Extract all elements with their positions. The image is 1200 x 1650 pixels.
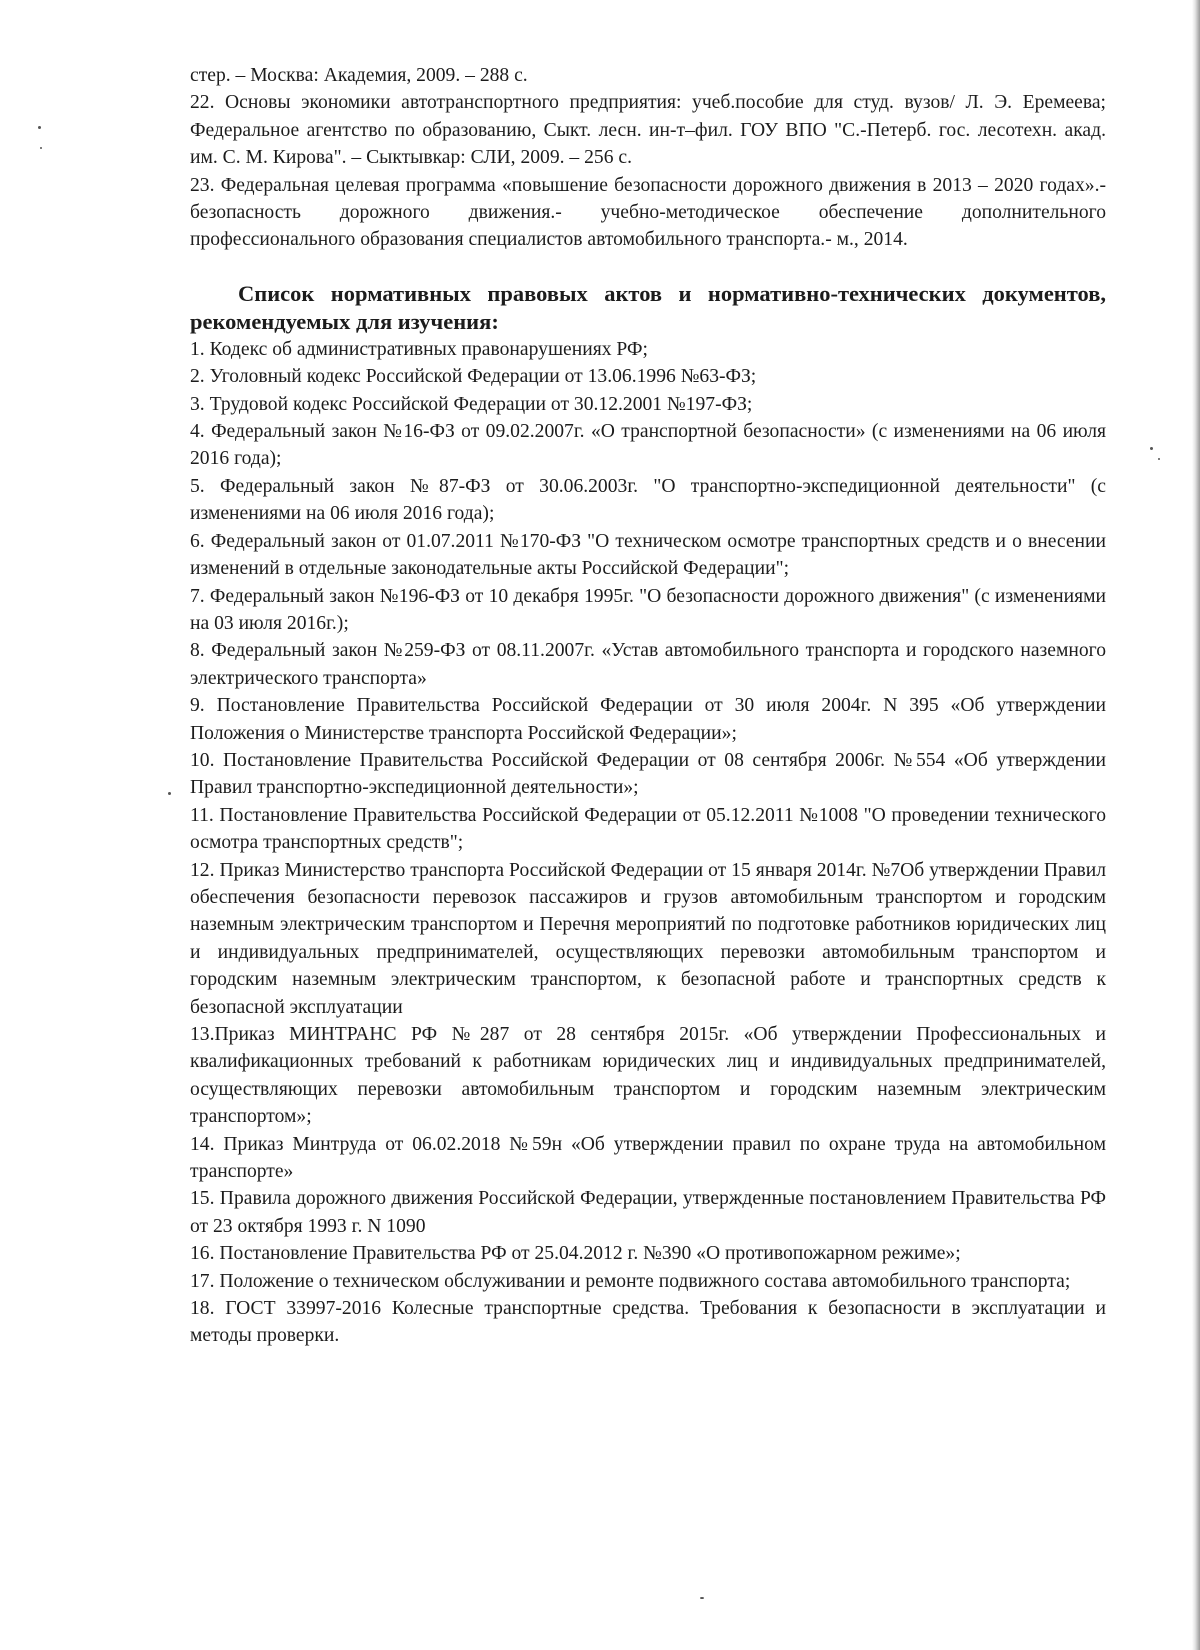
scan-speck: [40, 147, 42, 149]
reference-item: 22. Основы экономики автотранспортного предприятия: учеб.пособие для студ. вузов/ Л. Э. Еремеева; Федеральное агентство по образованию, Сыкт. лесн. ин-т–фил. ГОУ ВПО "С.-Петерб. гос. лесотехн. акад. им. С. М. Кирова". – Сыктывкар: СЛИ, 2009. – 256 с.: [190, 92, 1106, 169]
law-item: 18. ГОСТ 33997-2016 Колесные транспортные средства. Требования к безопасности в эксплуатации и методы проверки.: [190, 1298, 1106, 1347]
scan-speck: [700, 1597, 704, 1599]
law-item: 10. Постановление Правительства Российской Федерации от 08 сентября 2006г. №554 «Об утверждении Правил транспортно-экспедиционной деятельности»;: [190, 749, 1106, 799]
law-item: 3. Трудовой кодекс Российской Федерации от 30.12.2001 №197-ФЗ;: [190, 393, 753, 415]
law-item: 9. Постановление Правительства Российской Федерации от 30 июля 2004г. N 395 «Об утверждении Положения о Министерстве транспорта Российской Федерации»;: [190, 695, 1106, 744]
law-item: 13.Приказ МИНТРАНС РФ №287 от 28 сентября 2015г. «Об утверждении Профессиональных и квалификационных требований к работникам юридических лиц и индивидуальных предпринимателей, осуществляющих перевозки автомобильным транспортом и городским наземным электрическим транспортом»;: [190, 1024, 1106, 1128]
law-item: 6. Федеральный закон от 01.07.2011 №170-ФЗ "О техническом осмотре транспортных средств и о внесении изменений в отдельные законодательные акты Российской Федерации";: [190, 530, 1106, 580]
scan-speck: [168, 792, 171, 795]
document-page: [190, 62, 1106, 1350]
law-item: 8. Федеральный закон №259-ФЗ от 08.11.2007г. «Устав автомобильного транспорта и городского наземного электрического транспорта»: [190, 640, 1106, 689]
law-item: 15. Правила дорожного движения Российской Федерации, утвержденные постановлением Правительства РФ от 23 октября 1993 г. N 1090: [190, 1188, 1106, 1237]
law-item: 12. Приказ Министерство транспорта Российской Федерации от 15 января 2014г. №7Об утверждении Правил обеспечения безопасности перевозок пассажиров и грузов автомобильным транспортом и городским наземным электрическим транспортом и Перечня мероприятий по подготовке работников юридических лиц и индивидуальных предпринимателей, осуществляющих перевозки автомобильным транспортом и городским наземным электрическим транспортом, к безопасной работе и транспортных средств к безопасной эксплуатации: [190, 859, 1106, 1018]
scan-speck: [1150, 447, 1153, 450]
law-item: 1. Кодекс об административных правонарушениях РФ;: [190, 338, 648, 360]
reference-item: стер. – Москва: Академия, 2009. – 288 с.: [190, 65, 528, 86]
law-item: 5. Федеральный закон №87-ФЗ от 30.06.2003г. "О транспортно-экспедиционной деятельности" (с изменениями на 06 июля 2016 года);: [190, 475, 1106, 525]
law-item: 11. Постановление Правительства Российской Федерации от 05.12.2011 №1008 "О проведении технического осмотра транспортных средств";: [190, 804, 1106, 854]
section-heading: Список нормативных правовых актов и нормативно-технических документов, рекомендуемых для изучения:: [190, 280, 1106, 334]
law-item: 16. Постановление Правительства РФ от 25.04.2012 г. №390 «О противопожарном режиме»;: [190, 1243, 961, 1265]
scan-edge-shadow: [1192, 0, 1200, 1650]
reference-item: 23. Федеральная целевая программа «повышение безопасности дорожного движения в 2013 – 2020 годах».- безопасность дорожного движения.- учебно-методическое обеспечение дополнительного профессионального образования специалистов автомобильного транспорта.- м., 2014.: [190, 174, 1106, 251]
scan-speck: [38, 126, 41, 129]
law-item: 17. Положение о техническом обслуживании и ремонте подвижного состава автомобильного транспорта;: [190, 1270, 1071, 1292]
law-item: 7. Федеральный закон №196-ФЗ от 10 декабря 1995г. "О безопасности дорожного движения" (с изменениями на 03 июля 2016г.);: [190, 585, 1106, 634]
law-item: 4. Федеральный закон №16-ФЗ от 09.02.2007г. «О транспортной безопасности» (с изменениями на 06 июля 2016 года);: [190, 421, 1106, 470]
scan-speck: [1158, 458, 1160, 460]
law-item: 14. Приказ Минтруда от 06.02.2018 №59н «Об утверждении правил по охране труда на автомобильном транспорте»: [190, 1133, 1106, 1183]
law-item: 2. Уголовный кодекс Российской Федерации от 13.06.1996 №63-ФЗ;: [190, 366, 757, 388]
